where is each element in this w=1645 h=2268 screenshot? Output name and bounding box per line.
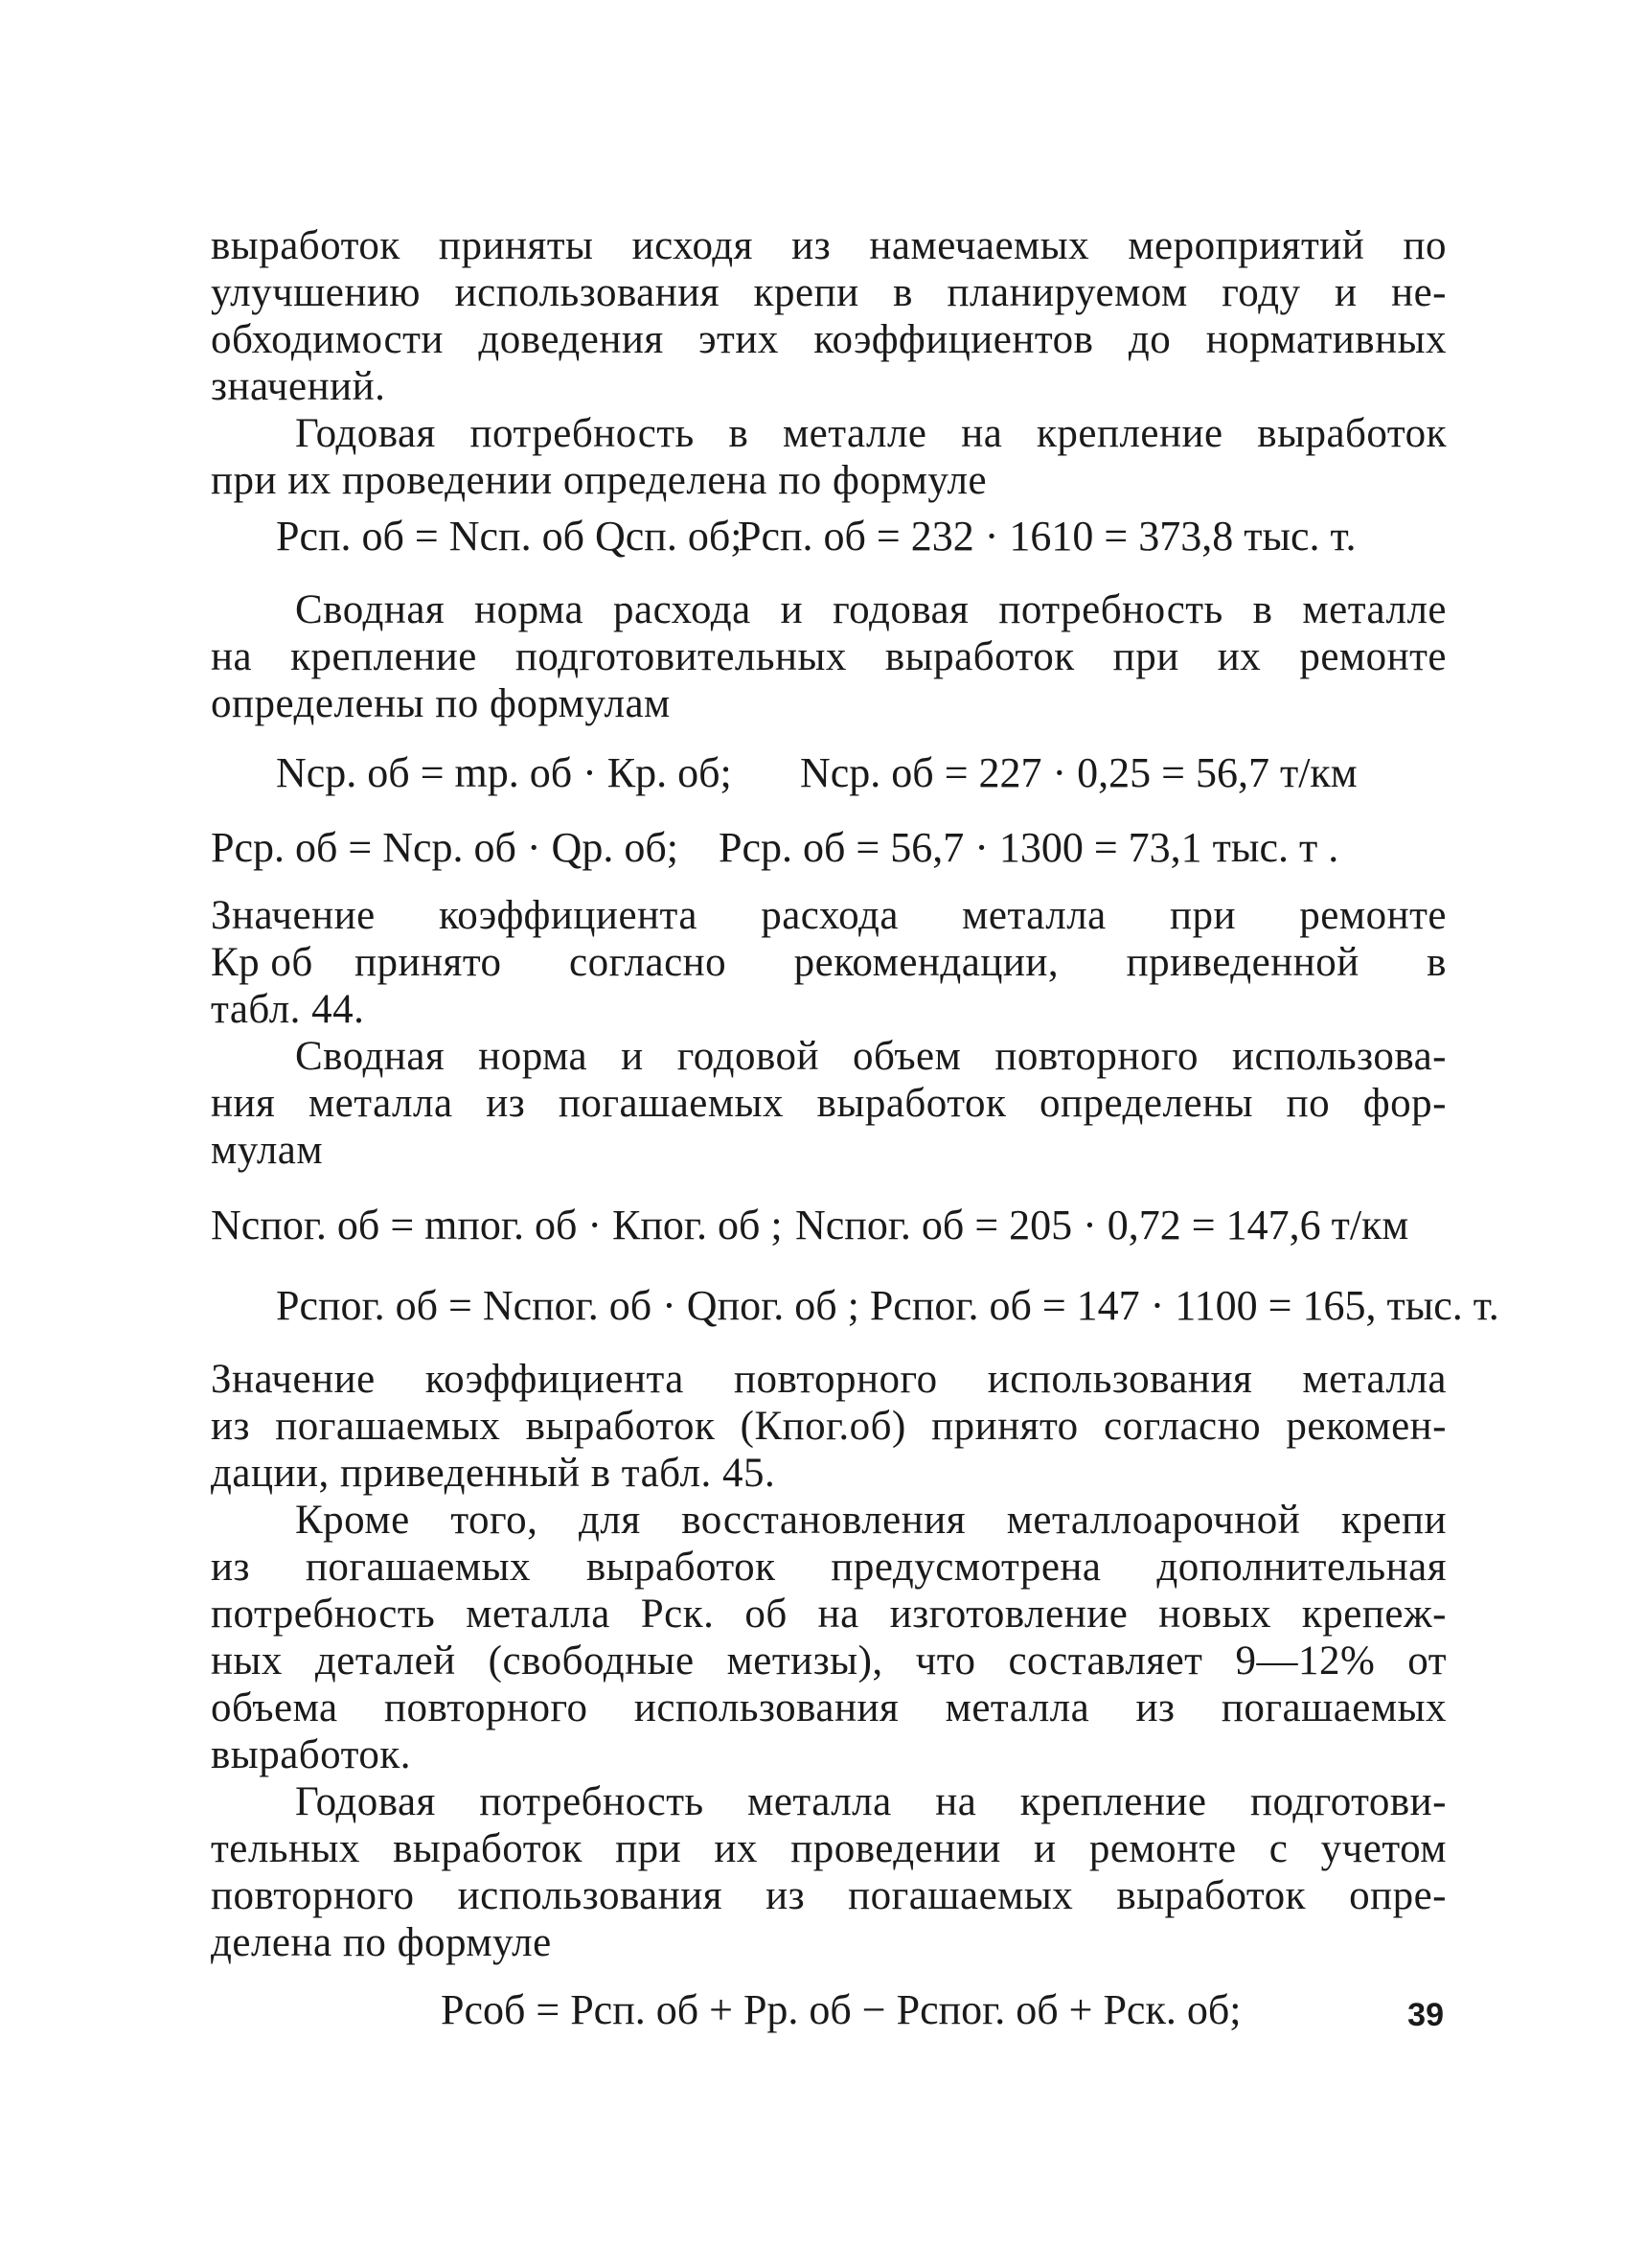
text-line: из погашаемых выработок (Кпог.об) принято согласно рекомен- bbox=[211, 1404, 1447, 1449]
text-line: значений. bbox=[211, 364, 386, 409]
text-line: Годовая потребность металла на крепление подготови- bbox=[295, 1779, 1447, 1824]
text-line: ных деталей (свободные метизы), что составляет 9—12% от bbox=[211, 1638, 1447, 1684]
formula-4-left: Nспог. об = mпог. об · Кпог. об ; bbox=[211, 1202, 783, 1249]
text-line: выработок. bbox=[211, 1732, 411, 1777]
formula-3-right: Рср. об = 56,7 · 1300 = 73,1 тыс. т . bbox=[719, 824, 1339, 871]
text-line: дации, приведенный в табл. 45. bbox=[211, 1451, 776, 1496]
text-line: Значение коэффициента расхода металла при ремонте bbox=[211, 893, 1447, 938]
formula-row-5 bbox=[211, 1271, 1499, 1346]
text-line: улучшению использования крепи в планируемом году и не- bbox=[211, 270, 1447, 315]
k-symbol: Кр об bbox=[211, 940, 313, 985]
text-column bbox=[211, 222, 1499, 2052]
text-line: тельных выработок при их проведении и ремонте с учетом bbox=[211, 1826, 1447, 1871]
paragraph-3 bbox=[211, 586, 1447, 727]
formula-row-1 bbox=[211, 504, 1447, 573]
paragraph-8 bbox=[211, 1778, 1447, 1966]
text-line: ния металла из погашаемых выработок определены по фор- bbox=[211, 1081, 1447, 1126]
formula-2-left: Nср. об = mр. об · Кр. об; bbox=[276, 749, 732, 796]
formula-row-3 bbox=[211, 815, 1447, 884]
text-line: табл. 44. bbox=[211, 987, 365, 1032]
formula-4-right: Nспог. об = 205 · 0,72 = 147,6 т/км bbox=[795, 1202, 1409, 1249]
text-line-with-symbol bbox=[211, 939, 1447, 986]
text-line: из погашаемых выработок предусмотрена дополнительная bbox=[211, 1545, 1447, 1590]
formula-row-2 bbox=[211, 741, 1447, 810]
text-line: Сводная норма и годовой объем повторного использова- bbox=[295, 1034, 1447, 1079]
text-line: выработок приняты исходя из намечаемых мероприятий по bbox=[211, 223, 1447, 268]
text-line: потребность металла Рск. об на изготовление новых крепеж- bbox=[211, 1592, 1447, 1637]
paragraph-1 bbox=[211, 222, 1447, 410]
formula-6: Рсоб = Рсп. об + Рр. об − Рспог. об + Рск. об; bbox=[441, 1986, 1242, 2033]
paragraph-4 bbox=[211, 892, 1447, 1033]
text-line: Годовая потребность в металле на крепление выработок bbox=[295, 411, 1447, 456]
text-line: Значение коэффициента повторного использования металла bbox=[211, 1357, 1447, 1402]
formula-2-right: Nср. об = 227 · 0,25 = 56,7 т/км bbox=[800, 749, 1358, 796]
text-line: делена по формуле bbox=[211, 1920, 552, 1965]
text-fragment: принято согласно рекомендации, приведенной в bbox=[354, 940, 1447, 985]
formula-3-left: Рср. об = Nср. об · Qр. об; bbox=[211, 824, 678, 871]
text-line: повторного использования из погашаемых выработок опре- bbox=[211, 1873, 1447, 1918]
text-line: мулам bbox=[211, 1128, 324, 1173]
text-line: при их проведении определена по формуле bbox=[211, 458, 988, 503]
page-number: 39 bbox=[1407, 1997, 1444, 2033]
paragraph-5 bbox=[211, 1033, 1447, 1174]
text-line: Сводная норма расхода и годовая потребность в металле bbox=[295, 587, 1447, 632]
formula-5: Рспог. об = Nспог. об · Qпог. об ; Рспог. об = 147 · 1100 = 165, тыс. т. bbox=[276, 1282, 1499, 1329]
text-line: определены по формулам bbox=[211, 681, 671, 726]
text-line: Кроме того, для восстановления металлоарочной крепи bbox=[295, 1498, 1447, 1543]
formula-1-left: Рсп. об = Nсп. об Qсп. об; bbox=[276, 513, 743, 560]
formula-row-6 bbox=[211, 1978, 1447, 2052]
text-line: на крепление подготовительных выработок при их ремонте bbox=[211, 634, 1447, 679]
text-line: обходимости доведения этих коэффициентов до нормативных bbox=[211, 317, 1447, 362]
formula-1-right: Рсп. об = 232 · 1610 = 373,8 тыс. т. bbox=[738, 513, 1357, 560]
text-line: объема повторного использования металла из погашаемых bbox=[211, 1685, 1447, 1730]
paragraph-6 bbox=[211, 1356, 1447, 1497]
paragraph-2 bbox=[211, 410, 1447, 504]
formula-row-4 bbox=[211, 1191, 1447, 1266]
paragraph-7 bbox=[211, 1497, 1447, 1778]
